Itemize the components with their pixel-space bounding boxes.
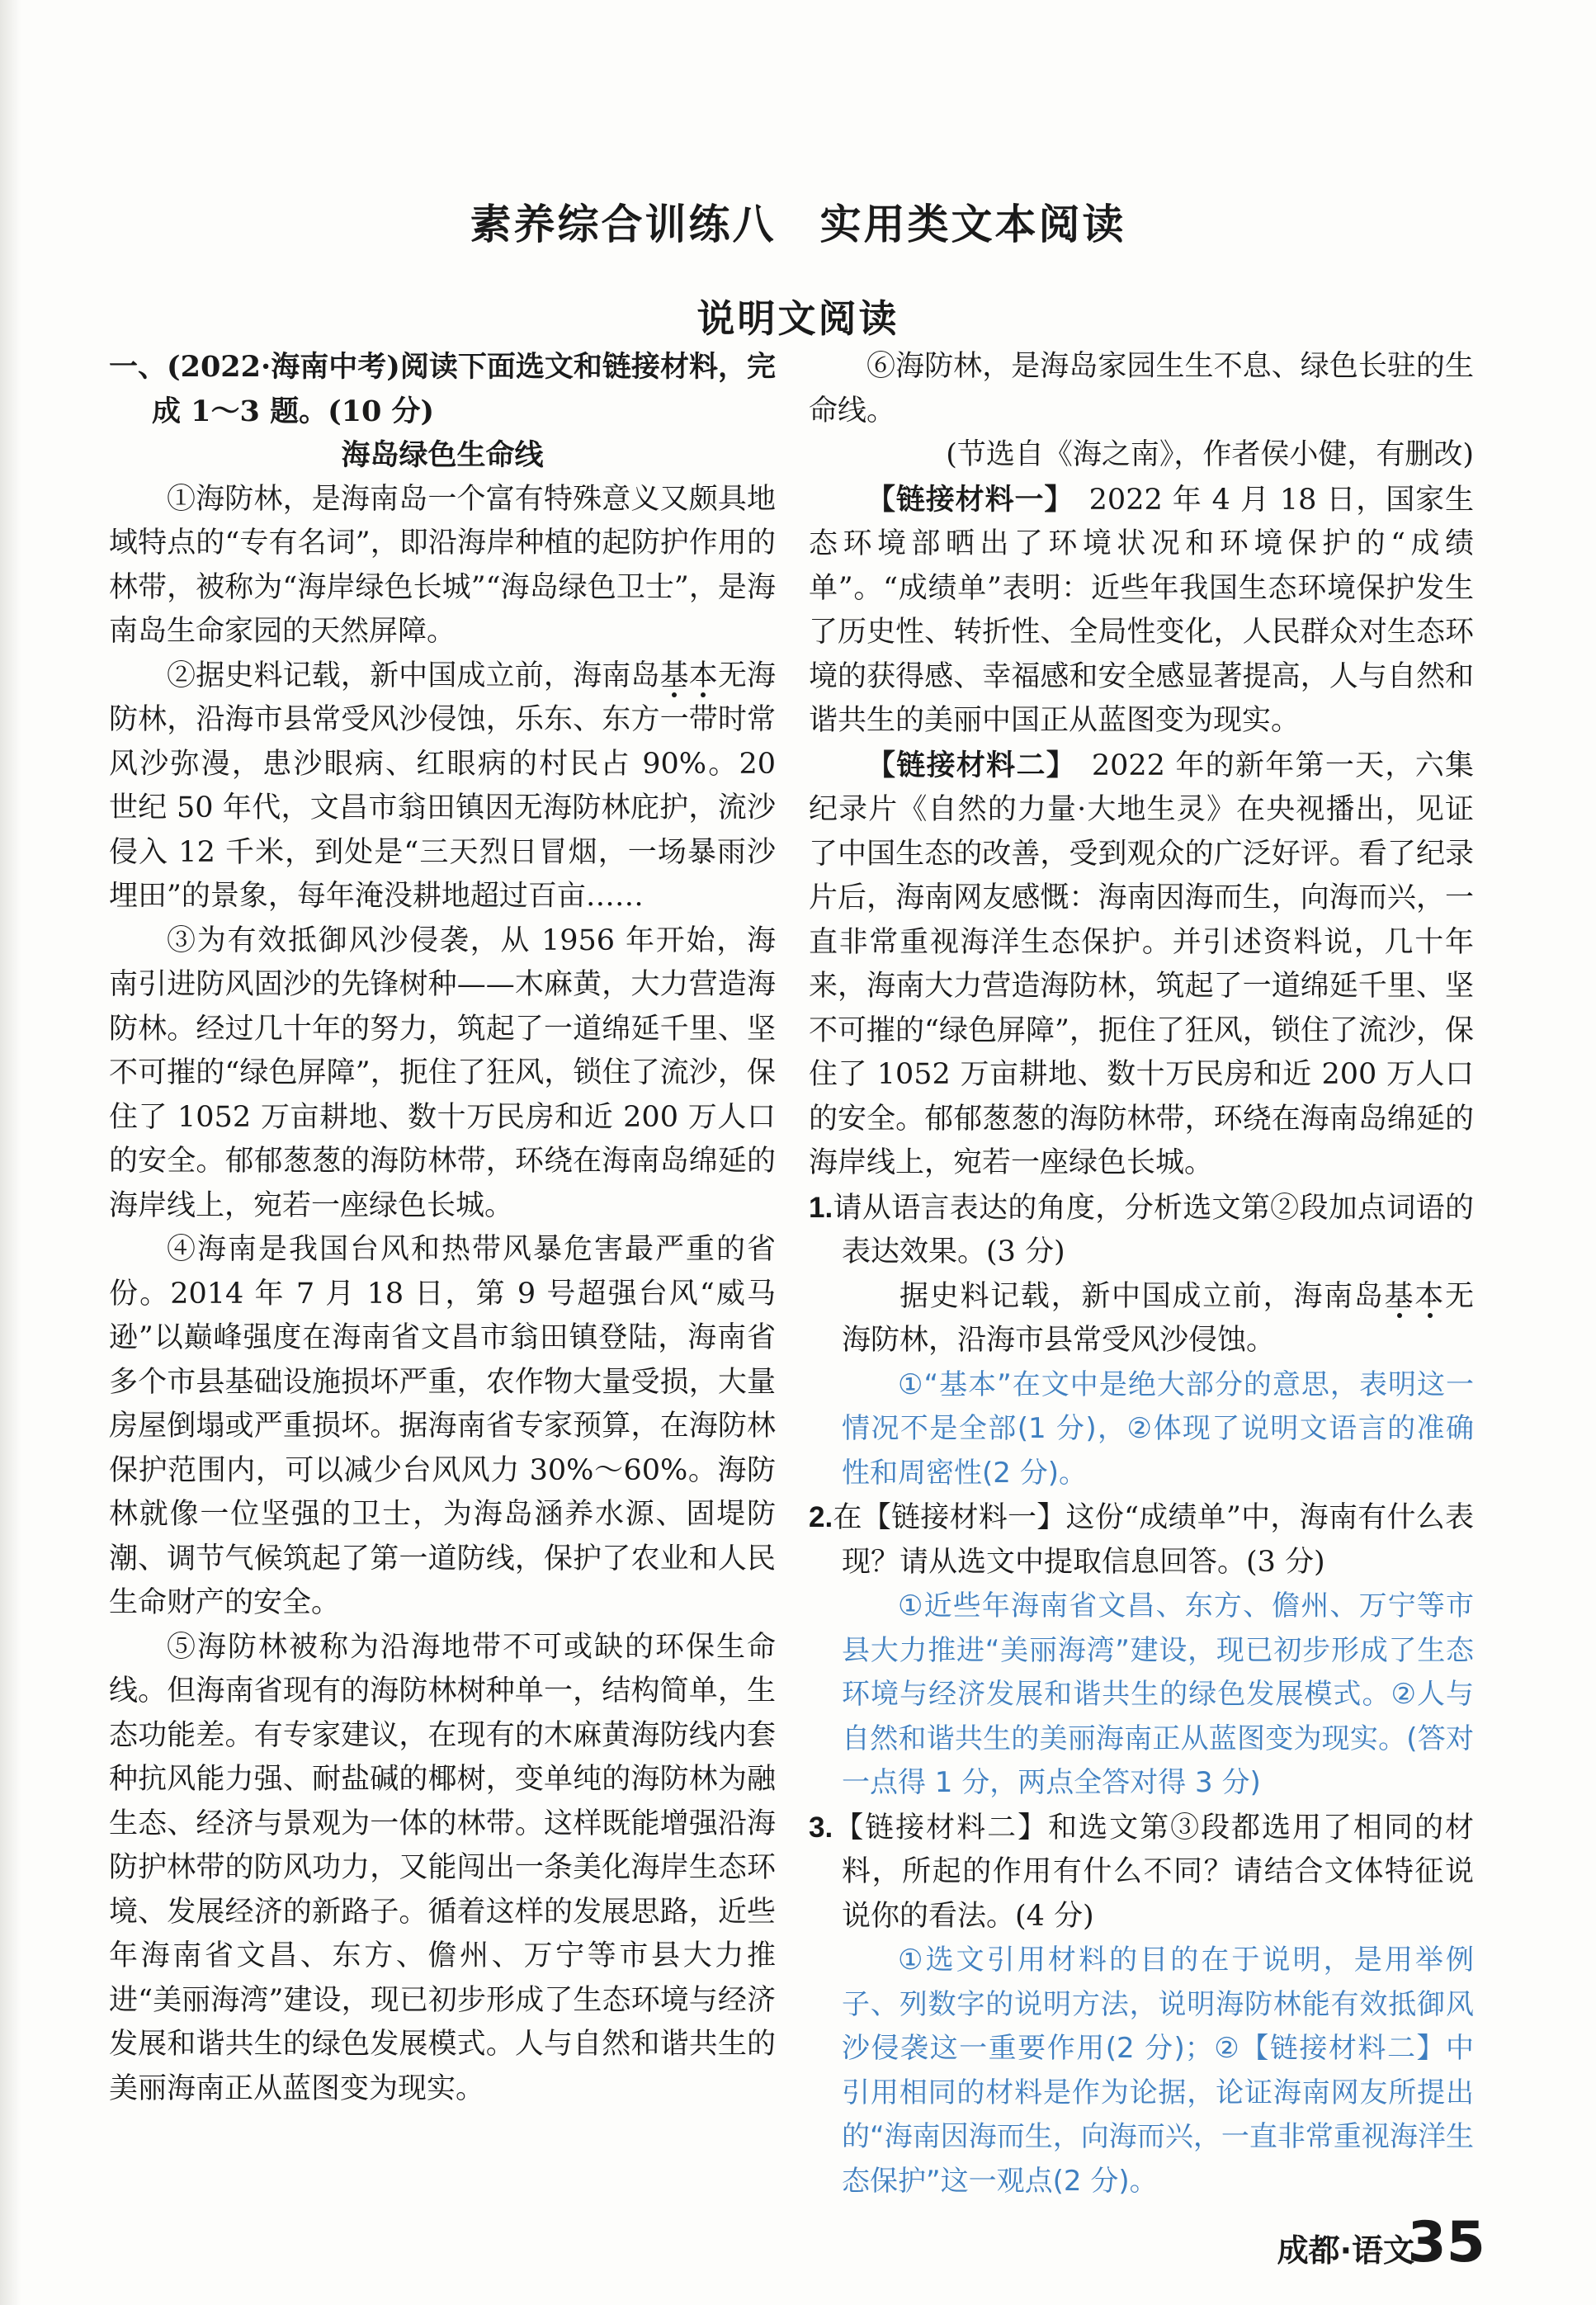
question-3 [809,1806,1474,1939]
page-footer [1238,2212,1485,2278]
answer-2: ①近些年海南省文昌、东方、儋州、万宁等市县大力推进“美丽海湾”建设，现已初步形成了生态环境与经济发展和谐共生的绿色发展模式。②人与自然和谐共生的美丽海南正从蓝图变为现实。(答对一点得 1 分，两点全答对得 3 分) [842,1589,1474,1799]
paragraph-5: ⑤海防林被称为沿海地带不可或缺的环保生命线。但海南省现有的海防林树种单一，结构简单，生态功能差。有专家建议，在现有的木麻黄海防线内套种抗风能力强、耐盐碱的椰树，变单纯的海防林为融生态、经济与景观为一体的林带。这样既能增强沿海防护林带的防风功力，又能闯出一条美化海岸生态环境、发展经济的新路子。循着这样的发展思路，近些年海南省文昌、东方、儋州、万宁等市县大力推进“美丽海湾”建设，现已初步形成了生态环境与经济发展和谐共生的绿色发展模式。人与自然和谐共生的美丽海南正从蓝图变为现实。 [109,1630,776,2105]
question-number: 3. [809,1811,833,1844]
emphasis-char-1: 基 [659,659,689,692]
source-note: (节选自《海之南》，作者侯小健，有删改) [946,438,1474,471]
page-title: 素养综合训练八 实用类文本阅读 [470,200,1126,248]
link-material-2-text: 2022 年的新年第一天，六集纪录片《自然的力量·大地生灵》在央视播出，见证了中国生态的改善，受到观众的广泛好评。看了纪录片后，海南网友感慨：海南因海而生，向海而兴，一直非常重视海洋生态保护。并引述资料说，几十年来，海南大力营造海防林，筑起了一道绵延千里、坚不可摧的“绿色屏障”，扼住了狂风，锁住了流沙，保住了 1052 万亩耕地、数十万民房和近 200 万人口的安全。郁郁葱葱的海防林带，环绕在海南岛绵延的海岸线上，宛若一座绿色长城。 [809,749,1474,1179]
paragraph-2-text-b: 无海防林，沿海市县常受风沙侵蚀，乐东、东方一带时常风沙弥漫，患沙眼病、红眼病的村民占 90%。20 世纪 50 年代，文昌市翁田镇因无海防林庇护，流沙侵入 12 千米，到处是“三天烈日冒烟，一场暴雨沙埋田”的景象，每年淹没耕地超过百亩…… [109,659,776,913]
quote-text-b: 无海防林，沿海市县常受风沙侵蚀。 [842,1279,1474,1357]
answer-3: ①选文引用材料的目的在于说明，是用举例子、列数字的说明方法，说明海防林能有效抵御风沙侵袭这一重要作用(2 分)；②【链接材料二】中引用相同的材料是作为论据，论证海南网友所提出的“海南因海而生，向海而兴，一直非常重视海洋生态保护”这一观点(2 分)。 [842,1944,1474,2198]
question-text: 请从语言表达的角度，分析选文第②段加点词语的表达效果。(3 分) [833,1191,1474,1268]
question-intro: 一、(2022·海南中考)阅读下面选文和链接材料，完成 1～3 题。(10 分) [109,350,776,428]
question-text: 在【链接材料一】这份“成绩单”中，海南有什么表现？请从选文中提取信息回答。(3 分) [833,1501,1474,1579]
paragraph-3: ③为有效抵御风沙侵袭，从 1956 年开始，海南引进防风固沙的先锋树种——木麻黄，大力营造海防林。经过几十年的努力，筑起了一道绵延千里、坚不可摧的“绿色屏障”，扼住了狂风，锁住了流沙，保住了 1052 万亩耕地、数十万民房和近 200 万人口的安全。郁郁葱葱的海防林带，环绕在海南岛绵延的海岸线上，宛若一座绿色长城。 [109,923,776,1222]
question-1-quote [809,1275,1474,1363]
paragraph-2-text-a: ②据史料记载，新中国成立前，海南岛 [167,659,660,692]
link-material-2 [809,744,1474,1186]
page-edge [0,0,21,2305]
paragraph-2 [109,654,776,919]
page-number: 35 [1407,2210,1485,2275]
right-column [809,345,1474,2203]
emphasis-char-2: 本 [688,659,718,692]
question-number: 1. [809,1191,833,1224]
link-material-1-tag: 【链接材料一】 [866,482,1060,517]
question-number: 2. [809,1501,833,1533]
answer-1: ①“基本”在文中是绝大部分的意思，表明这一情况不是全部(1 分)，②体现了说明文语言的准确性和周密性(2 分)。 [842,1367,1474,1490]
article-title: 海岛绿色生命线 [341,438,544,472]
paragraph-4: ④海南是我国台风和热带风暴危害最严重的省份。2014 年 7 月 18 日，第 9 号超强台风“威马逊”以巅峰强度在海南省文昌市翁田镇登陆，海南省多个市县基础设施损坏严重，农作物大量受损，大量房屋倒塌或严重损坏。据海南省专家预算，在海防林保护范围内，可以减少台风风力 30%～60%。海防林就像一位坚强的卫士，为海岛涵养水源、固堤防潮、调节气候筑起了第一道防线，保护了农业和人民生命财产的安全。 [109,1233,776,1619]
quote-text-a: 据史料记载，新中国成立前，海南岛 [900,1279,1385,1313]
question-2 [809,1495,1474,1585]
footer-subject: 成都·语文 [1277,2232,1414,2269]
section-title: 说明文阅读 [696,296,900,341]
question-text: 【链接材料二】和选文第③段都选用了相同的材料，所起的作用有什么不同？请结合文体特征说说你的看法。(4 分) [833,1811,1474,1933]
link-material-1 [809,478,1474,744]
link-material-1-text: 2022 年 4 月 18 日，国家生态环境部晒出了环境状况和环境保护的“成绩单”。“成绩单”表明：近些年我国生态环境保护发生了历史性、转折性、全局性变化，人民群众对生态环境的获得感、幸福感和安全感显著提高，人与自然和谐共生的美丽中国正从蓝图变为现实。 [809,483,1474,737]
quote-emphasis-char-2: 本 [1414,1279,1445,1313]
paragraph-1: ①海防林，是海南岛一个富有特殊意义又颇具地域特点的“专有名词”，即沿海岸种植的起防护作用的林带，被称为“海岸绿色长城”“海岛绿色卫士”，是海南岛生命家园的天然屏障。 [109,482,776,648]
question-1 [809,1186,1474,1275]
paragraph-6: ⑥海防林，是海岛家园生生不息、绿色长驻的生命线。 [809,350,1474,427]
quote-emphasis-char-1: 基 [1384,1279,1415,1313]
link-material-2-tag: 【链接材料二】 [866,748,1062,782]
left-column [109,345,776,2111]
